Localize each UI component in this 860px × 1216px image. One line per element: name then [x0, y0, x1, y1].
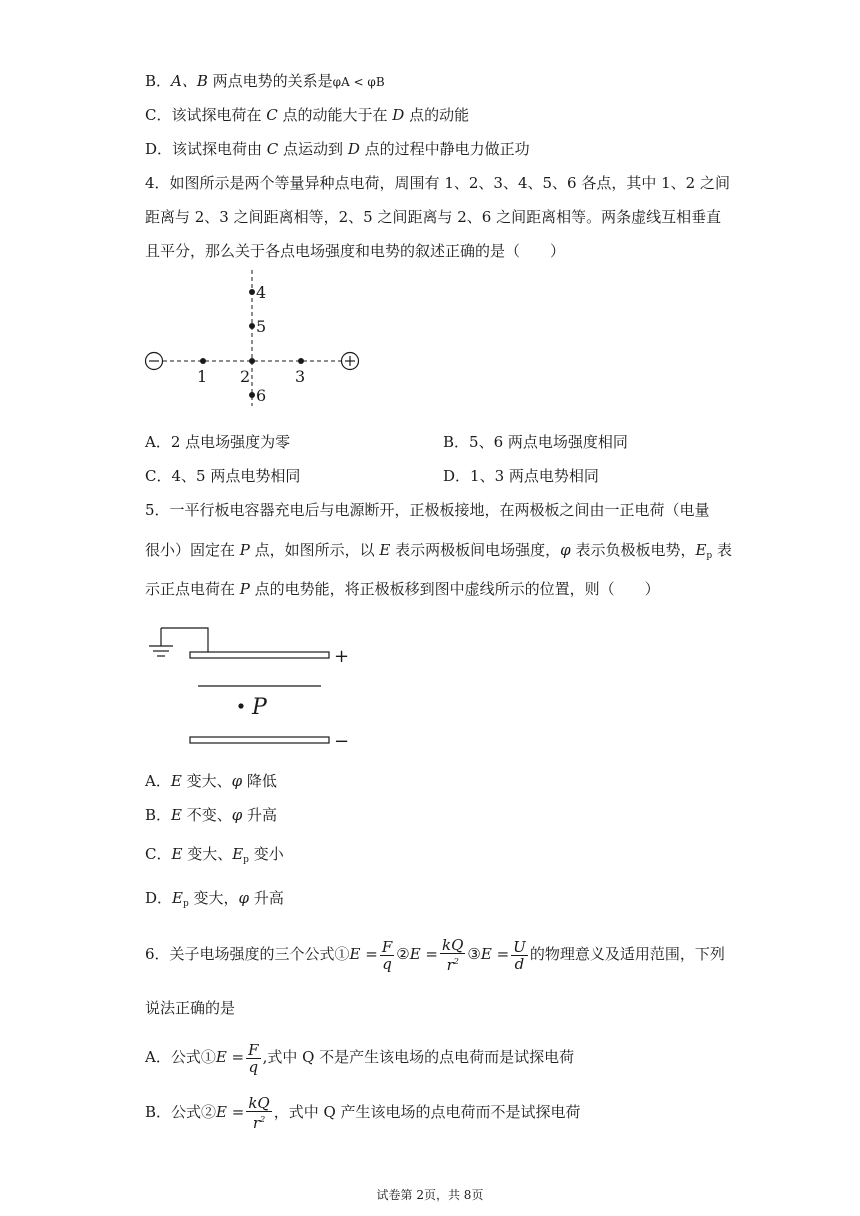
minus-sign: −: [334, 731, 350, 752]
point-6: [249, 392, 255, 398]
q5-option-d: D．$E_p$ 变大，φ 升高: [145, 889, 284, 909]
q6-stem-line1: 6．关子电场强度的三个公式①E = $\frac{F}{q}$ ②E = $\frac{kQ}{r^2}$ ③E = $\frac{U}{d}$ 的物理意义及适用范围，下列: [145, 936, 725, 974]
label-4: 4: [256, 283, 267, 302]
page-footer: 试卷第 2页，共 8页: [376, 1188, 484, 1202]
formula-3-fraction: $\frac{U}{d}$: [513, 937, 526, 973]
ground-wire: [161, 628, 208, 652]
point-5: [249, 323, 255, 329]
q5-stem-line2: 很小）固定在 P 点，如图所示，以 E 表示两极板间电场强度，φ 表示负极板电势，$E_p$ 表: [145, 541, 732, 561]
q5-option-c: C．E 变大、$E_p$ 变小: [145, 845, 284, 865]
ground-icon: [149, 628, 173, 656]
q6-option-a: A．公式①E = $\frac{F}{q}$ ,式中 Q 不是产生该电场的点电荷而是试探电荷: [145, 1040, 575, 1076]
label-p: P: [252, 695, 267, 720]
potential-relation: φA < φB: [332, 75, 385, 89]
q4-option-a: A．2 点电场强度为零: [145, 433, 291, 451]
q3-option-b: B．A、B 两点电势的关系是φA < φB: [145, 72, 385, 90]
q4-stem-line2: 距离与 2、3 之间距离相等，2、5 之间距离与 2、6 之间距离相等。两条虚线互相垂直: [145, 208, 722, 226]
formula-2-fraction: $\frac{kQ}{r^2}$: [442, 936, 464, 974]
q3-option-d: D．该试探电荷由 C 点运动到 D 点的过程中静电力做正功: [145, 140, 530, 158]
point-3: [298, 358, 304, 364]
label-2: 2: [240, 367, 251, 386]
q4-option-c: C．4、5 两点电势相同: [145, 467, 301, 485]
q5-option-b: B．E 不变、φ 升高: [145, 806, 278, 824]
formula-1-fraction: $\frac{F}{q}$: [381, 937, 393, 973]
q4-dipole-figure: [140, 268, 370, 408]
label-1: 1: [197, 367, 208, 386]
q4-stem-line3: 且平分，那么关于各点电场强度和电势的叙述正确的是（ ）: [145, 242, 566, 260]
label-6: 6: [256, 386, 267, 405]
q5-stem-line1: 5．一平行板电容器充电后与电源断开，正极板接地，在两极板之间由一正电荷（电量: [145, 501, 710, 519]
label-5: 5: [256, 317, 267, 336]
plus-sign: +: [334, 646, 350, 667]
point-2: [249, 358, 255, 364]
q5-option-a: A．E 变大、φ 降低: [145, 772, 277, 790]
q4-option-d: D．1、3 两点电势相同: [443, 467, 599, 485]
q6-stem-line2: 说法正确的是: [145, 999, 236, 1017]
q3-option-c: C．该试探电荷在 C 点的动能大于在 D 点的动能: [145, 106, 470, 124]
negative-charge-icon: [146, 353, 163, 370]
q6-option-b: B．公式②E = $\frac{kQ}{r^2}$ ，式中 Q 产生该电场的点电荷而不是试探电荷: [145, 1094, 581, 1132]
point-1: [200, 358, 206, 364]
positive-charge-icon: [342, 353, 359, 370]
q4-option-b: B．5、6 两点电场强度相同: [443, 433, 628, 451]
point-4: [249, 289, 255, 295]
q4-stem-line1: 4．如图所示是两个等量异种点电荷，周围有 1、2、3、4、5、6 各点，其中 1、2 之间: [145, 174, 730, 192]
q5-capacitor-figure: [145, 618, 360, 753]
q5-stem-line3: 示正点电荷在 P 点的电势能，将正极板移到图中虚线所示的位置，则（ ）: [145, 580, 660, 598]
point-p: [238, 703, 243, 708]
negative-plate: [190, 737, 329, 743]
positive-plate: [190, 652, 329, 658]
label-3: 3: [295, 367, 306, 386]
